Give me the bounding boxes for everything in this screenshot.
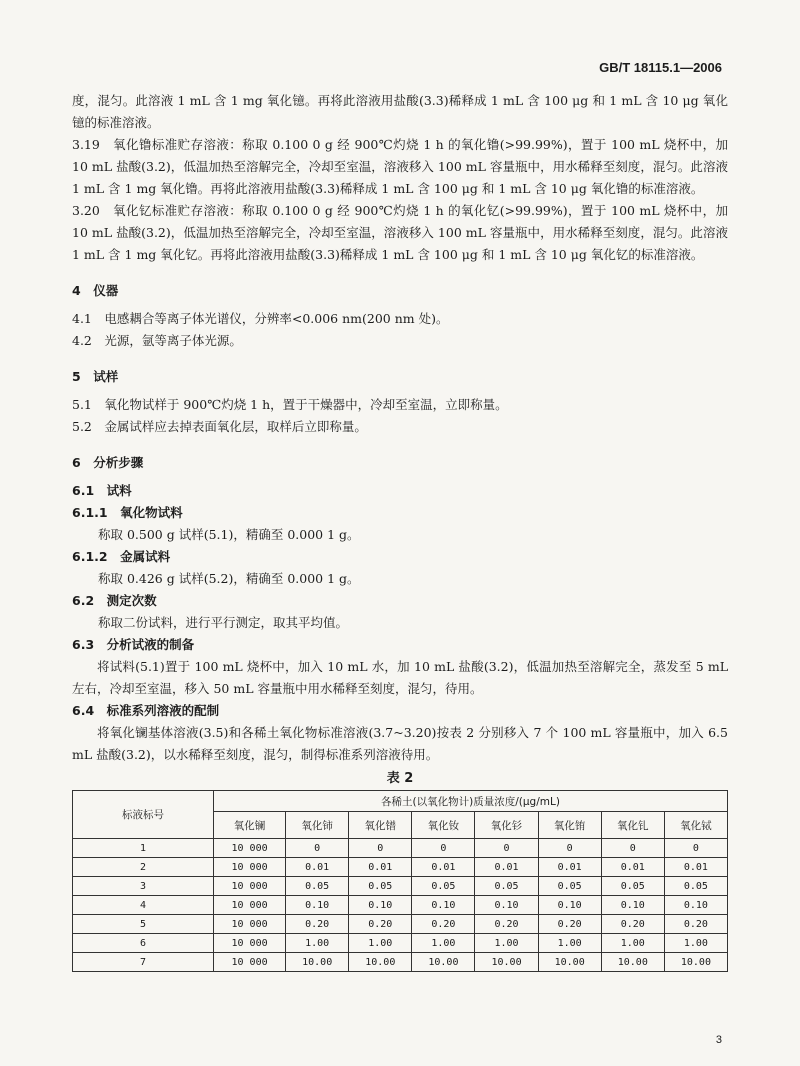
clause-4-2: 4.2 光源，氩等离子体光源。 — [72, 333, 242, 348]
table-cell: 1.00 — [349, 934, 412, 953]
table-cell: 0 — [475, 839, 538, 858]
table-cell: 10.00 — [538, 953, 601, 972]
table-cell: 0.20 — [664, 915, 727, 934]
row-label-cell: 5 — [73, 915, 214, 934]
column-header: 氧化铽 — [664, 812, 727, 839]
column-header: 氧化钐 — [475, 812, 538, 839]
clause-3-19: 3.19 氧化镥标准贮存溶液：称取 0.100 0 g 经 900℃灼烧 1 h 的氧化镥(>99.99%)，置于 100 mL 烧杯中，加 10 mL 盐酸(3.2)，低温加热至溶解完全，冷却至室温，溶液移入 100 mL 容量瓶中，用水稀释至刻度，混匀。此溶液 1 mL 含 1 mg 氧化镥。再将此溶液用盐酸(3.3)稀释成 1 mL 含 100 μg 和 1 mL 含 10 μg 氧化镥的标准溶液。 — [72, 137, 728, 196]
table-cell: 0.10 — [538, 896, 601, 915]
table-cell: 0.01 — [286, 858, 349, 877]
document-body — [72, 90, 728, 972]
table-cell: 0.20 — [349, 915, 412, 934]
table-cell: 0.05 — [601, 877, 664, 896]
standard-code: GB/T 18115.1—2006 — [599, 60, 722, 75]
table-cell: 0.05 — [286, 877, 349, 896]
table-cell: 10 000 — [214, 934, 286, 953]
table-cell: 0.10 — [601, 896, 664, 915]
section-6-4-heading: 6.4 标准系列溶液的配制 — [72, 703, 220, 718]
table-cell: 0.01 — [538, 858, 601, 877]
table-cell: 0.20 — [475, 915, 538, 934]
column-header: 氧化铕 — [538, 812, 601, 839]
table-cell: 10.00 — [475, 953, 538, 972]
table-cell: 1.00 — [475, 934, 538, 953]
table-cell: 10 000 — [214, 877, 286, 896]
table-cell: 0.01 — [349, 858, 412, 877]
clause-6-3: 将试料(5.1)置于 100 mL 烧杯中，加入 10 mL 水，加 10 mL 盐酸(3.2)，低温加热至溶解完全，蒸发至 5 mL 左右，冷却至室温，移入 50 mL 容量瓶中用水稀释至刻度，混匀，待用。 — [72, 659, 728, 696]
table-cell: 10 000 — [214, 839, 286, 858]
table-cell: 0.01 — [475, 858, 538, 877]
table-row — [73, 839, 728, 858]
clause-3-20: 3.20 氧化钇标准贮存溶液：称取 0.100 0 g 经 900℃灼烧 1 h 的氧化钇(>99.99%)，置于 100 mL 烧杯中，加 10 mL 盐酸(3.2)，低温加热至溶解完全，冷却至室温，溶液移入 100 mL 容量瓶中，用水稀释至刻度，混匀。此溶液 1 mL 含 1 mg 氧化钇。再将此溶液用盐酸(3.3)稀释成 1 mL 含 100 μg 和 1 mL 含 10 μg 氧化钇的标准溶液。 — [72, 203, 728, 262]
table-cell: 0.05 — [538, 877, 601, 896]
paragraph-continued: 度，混匀。此溶液 1 mL 含 1 mg 氧化镱。再将此溶液用盐酸(3.3)稀释成 1 mL 含 100 μg 和 1 mL 含 10 μg 氧化镱的标准溶液。 — [72, 93, 728, 130]
clause-6-4: 将氧化镧基体溶液(3.5)和各稀土氧化物标准溶液(3.7~3.20)按表 2 分别移入 7 个 100 mL 容量瓶中，加入 6.5 mL 盐酸(3.2)，以水稀释至刻度，混匀，制得标准系列溶液待用。 — [72, 725, 728, 762]
table-cell: 0.10 — [286, 896, 349, 915]
page-number: 3 — [715, 1034, 722, 1046]
section-6-1-2-heading: 6.1.2 金属试料 — [72, 549, 171, 564]
table-cell: 0.05 — [349, 877, 412, 896]
clause-5-1: 5.1 氧化物试样于 900℃灼烧 1 h，置于干燥器中，冷却至室温，立即称量。 — [72, 397, 508, 412]
table-cell: 0.20 — [601, 915, 664, 934]
table-cell: 1.00 — [664, 934, 727, 953]
table-cell: 1.00 — [601, 934, 664, 953]
table-cell: 0 — [349, 839, 412, 858]
table-cell: 10.00 — [664, 953, 727, 972]
section-5-heading: 5 试样 — [72, 369, 119, 384]
section-4-heading: 4 仪器 — [72, 283, 119, 298]
row-label-cell: 7 — [73, 953, 214, 972]
table-cell: 0.10 — [412, 896, 475, 915]
table-cell: 0 — [601, 839, 664, 858]
table-cell: 0.10 — [664, 896, 727, 915]
table-row — [73, 858, 728, 877]
table-cell: 0.20 — [412, 915, 475, 934]
section-6-1-heading: 6.1 试料 — [72, 483, 132, 498]
table-cell: 0.01 — [412, 858, 475, 877]
section-6-1-1-heading: 6.1.1 氧化物试料 — [72, 505, 183, 520]
table-row — [73, 934, 728, 953]
standard-series-table — [72, 790, 728, 972]
table-cell: 10.00 — [286, 953, 349, 972]
clause-4-1: 4.1 电感耦合等离子体光谱仪，分辨率<0.006 nm(200 nm 处)。 — [72, 311, 449, 326]
group-header: 各稀土(以氧化物计)质量浓度/(μg/mL) — [214, 791, 728, 812]
table-cell: 0.05 — [475, 877, 538, 896]
row-label-cell: 1 — [73, 839, 214, 858]
section-6-3-heading: 6.3 分析试液的制备 — [72, 637, 195, 652]
table-row — [73, 915, 728, 934]
clause-6-1-1: 称取 0.500 g 试样(5.1)，精确至 0.000 1 g。 — [98, 527, 360, 542]
row-header: 标液标号 — [73, 791, 214, 839]
table-body — [73, 839, 728, 972]
table-cell: 0.01 — [664, 858, 727, 877]
column-header: 氧化镨 — [349, 812, 412, 839]
table-cell: 0 — [412, 839, 475, 858]
table-cell: 0 — [664, 839, 727, 858]
table-cell: 0.10 — [475, 896, 538, 915]
column-header: 氧化镧 — [214, 812, 286, 839]
table-cell: 0.05 — [664, 877, 727, 896]
table-cell: 1.00 — [412, 934, 475, 953]
table-row — [73, 896, 728, 915]
table-cell: 10.00 — [349, 953, 412, 972]
row-label-cell: 2 — [73, 858, 214, 877]
section-6-2-heading: 6.2 测定次数 — [72, 593, 157, 608]
clause-6-2: 称取二份试料，进行平行测定，取其平均值。 — [98, 615, 349, 630]
column-header: 氧化铈 — [286, 812, 349, 839]
table-cell: 0.20 — [538, 915, 601, 934]
clause-6-1-2: 称取 0.426 g 试样(5.2)，精确至 0.000 1 g。 — [98, 571, 360, 586]
table-cell: 0 — [286, 839, 349, 858]
table-cell: 0.01 — [601, 858, 664, 877]
table-cell: 1.00 — [538, 934, 601, 953]
table-title: 表 2 — [386, 771, 414, 786]
row-label-cell: 4 — [73, 896, 214, 915]
table-row — [73, 877, 728, 896]
table-row — [73, 953, 728, 972]
table-cell: 0.10 — [349, 896, 412, 915]
table-cell: 10 000 — [214, 858, 286, 877]
table-cell: 0 — [538, 839, 601, 858]
row-label-cell: 3 — [73, 877, 214, 896]
column-header: 氧化钕 — [412, 812, 475, 839]
section-6-heading: 6 分析步骤 — [72, 455, 144, 470]
table-cell: 0.05 — [412, 877, 475, 896]
table-cell: 10 000 — [214, 896, 286, 915]
table-cell: 1.00 — [286, 934, 349, 953]
row-label-cell: 6 — [73, 934, 214, 953]
table-cell: 0.20 — [286, 915, 349, 934]
table-cell: 10.00 — [412, 953, 475, 972]
table-cell: 10.00 — [601, 953, 664, 972]
table-cell: 10 000 — [214, 953, 286, 972]
column-header: 氧化钆 — [601, 812, 664, 839]
table-cell: 10 000 — [214, 915, 286, 934]
clause-5-2: 5.2 金属试样应去掉表面氧化层，取样后立即称量。 — [72, 419, 367, 434]
